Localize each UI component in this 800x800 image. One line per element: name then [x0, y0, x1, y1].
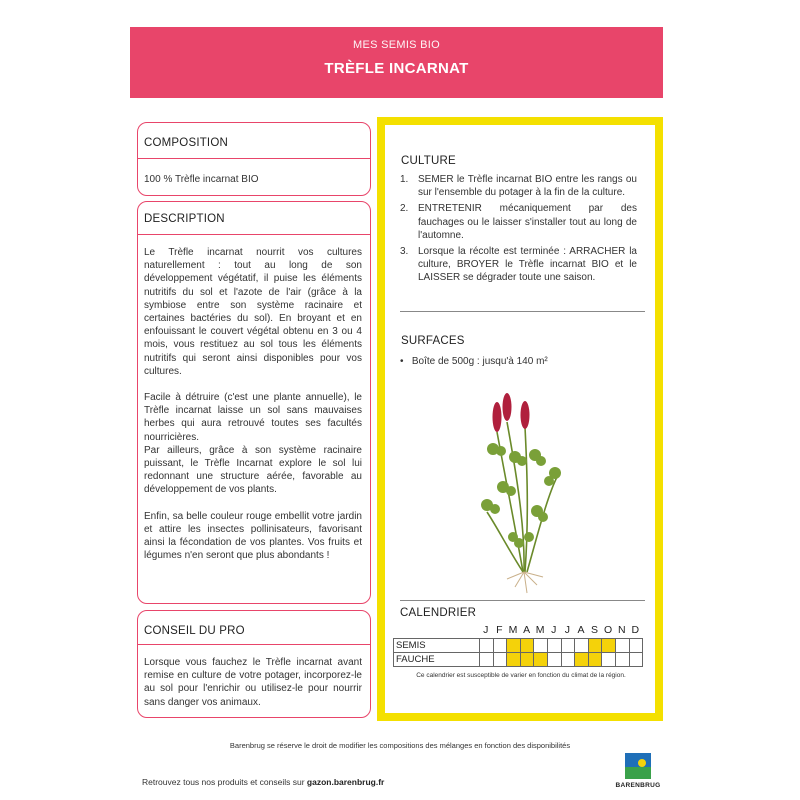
bullet-icon: • [400, 356, 404, 367]
calendar-cell [615, 639, 629, 653]
calendar-month-label: N [617, 624, 626, 636]
composition-card [137, 122, 371, 196]
page-title: TRÈFLE INCARNAT [324, 60, 469, 77]
culture-heading: CULTURE [401, 155, 456, 167]
culture-step: 1. SEMER le Trèfle incarnat BIO entre les rangs ou sur l'ensemble du potager à la fin de la culture. [400, 174, 637, 199]
surfaces-heading: SURFACES [401, 335, 465, 347]
clover-plant-illustration [467, 387, 579, 595]
composition-heading: COMPOSITION [144, 137, 228, 149]
footer-text: Retrouvez tous nos produits et conseils sur gazon.barenbrug.fr [142, 777, 385, 787]
culture-step: 2. ENTRETENIR mécaniquement par des fauchages ou le laisser s'installer tout au long de l'automne. [400, 203, 637, 241]
calendar-heading: CALENDRIER [400, 607, 477, 619]
calendar-divider [400, 600, 645, 601]
calendar-cell-active [507, 639, 521, 653]
brand-name: BARENBRUG [615, 782, 661, 789]
calendar-cell-active [588, 639, 602, 653]
disclaimer: Barenbrug se réserve le droit de modifier les compositions des mélanges en fonction des disponibilités [229, 741, 571, 750]
culture-step: 3. Lorsque la récolte est terminée : ARRACHER la culture, BROYER le Trèfle incarnat BIO et le LAISSER se dégrader toute une saison. [400, 246, 637, 284]
calendar-cell [480, 639, 494, 653]
calendar-cell [615, 653, 629, 667]
calendar-month-label: D [631, 624, 640, 636]
calendar-cell [480, 653, 494, 667]
calendar-cell [561, 653, 575, 667]
calendar-row-label: FAUCHE [394, 653, 480, 667]
description-paragraph: Facile à détruire (c'est une plante annuelle), le Trèfle incarnat laisse un sol sans mauvaises herbes qui aura retrouvé toutes ses facultés nourricières. [144, 392, 362, 443]
calendar-month-label: F [496, 624, 503, 636]
composition-text: 100 % Trèfle incarnat BIO [144, 174, 259, 185]
calendar-cell-active [520, 639, 534, 653]
calendar-month-label: O [604, 624, 613, 636]
calendar-cell-active [520, 653, 534, 667]
calendar-cell [629, 653, 643, 667]
surfaces-item: • Boîte de 500g : jusqu'à 140 m² [400, 356, 548, 367]
calendar-cell-active [602, 639, 616, 653]
conseil-heading: CONSEIL DU PRO [144, 625, 245, 637]
page-header [130, 27, 663, 98]
calendar-cell [561, 639, 575, 653]
description-paragraph: Enfin, sa belle couleur rouge embellit votre jardin et attire les insectes pollinisateurs, favorisant ainsi la fécondation de vos plantes. Vos fruits et légumes n'en seront que plus abondants ! [144, 510, 362, 562]
calendar-month-label: J [551, 624, 557, 636]
culture-panel-inner [385, 125, 655, 713]
website-link[interactable]: gazon.barenbrug.fr [306, 777, 385, 787]
calendar [393, 624, 649, 679]
calendar-month-label: J [564, 624, 570, 636]
calendar-cell-active [534, 653, 548, 667]
calendar-table [393, 638, 643, 667]
description-paragraph: Par ailleurs, grâce à son système racinaire puissant, le Trèfle Incarnat explore le sol lui redonnant une structure aérée, favorable au développement de vos plants. [144, 444, 362, 496]
calendar-cell [493, 653, 507, 667]
calendar-row [394, 653, 643, 667]
calendar-note: Ce calendrier est susceptible de varier en fonction du climat de la région. [416, 672, 626, 679]
description-heading: DESCRIPTION [144, 213, 225, 225]
calendar-month-label: J [483, 624, 489, 636]
description-card [137, 201, 371, 604]
calendar-month-label: M [508, 624, 518, 636]
calendar-cell [602, 653, 616, 667]
calendar-month-label: A [523, 624, 531, 636]
culture-divider [400, 311, 645, 312]
calendar-cell [575, 639, 589, 653]
description-paragraph: Le Trèfle incarnat nourrit vos cultures naturellement : tout au long de son développement végétatif, il puise les éléments nutritifs du sol et l'azote de l'air (grâce à la symbiose entre son système racinaire et certaines bactéries du sol). En broyant et en enfouissant le couvert végétal obtenu en 3 ou 4 mois, vous restituez au sol tous les éléments nutritifs qui seront ainsi disponibles pour vos cultures. [144, 247, 362, 377]
barenbrug-logo-icon [625, 753, 651, 779]
calendar-cell [629, 639, 643, 653]
calendar-row-label: SEMIS [394, 639, 480, 653]
culture-steps [400, 173, 637, 288]
calendar-row [394, 639, 643, 653]
calendar-cell-active [588, 653, 602, 667]
calendar-cell [547, 639, 561, 653]
culture-panel [377, 117, 663, 721]
calendar-cell-active [507, 653, 521, 667]
conseil-text: Lorsque vous fauchez le Trèfle incarnat avant remise en culture de votre potager, incorporez-le au sol pour l'enrichir ou utilisez-le pour nourrir sans danger vos animaux. [144, 657, 362, 708]
conseil-card [137, 610, 371, 718]
calendar-months [479, 624, 649, 636]
header-subtitle: MES SEMIS BIO [352, 39, 441, 51]
calendar-cell-active [575, 653, 589, 667]
calendar-month-label: A [577, 624, 585, 636]
calendar-month-label: M [535, 624, 545, 636]
calendar-cell [493, 639, 507, 653]
calendar-month-label: S [591, 624, 599, 636]
calendar-cell [534, 639, 548, 653]
calendar-cell [547, 653, 561, 667]
